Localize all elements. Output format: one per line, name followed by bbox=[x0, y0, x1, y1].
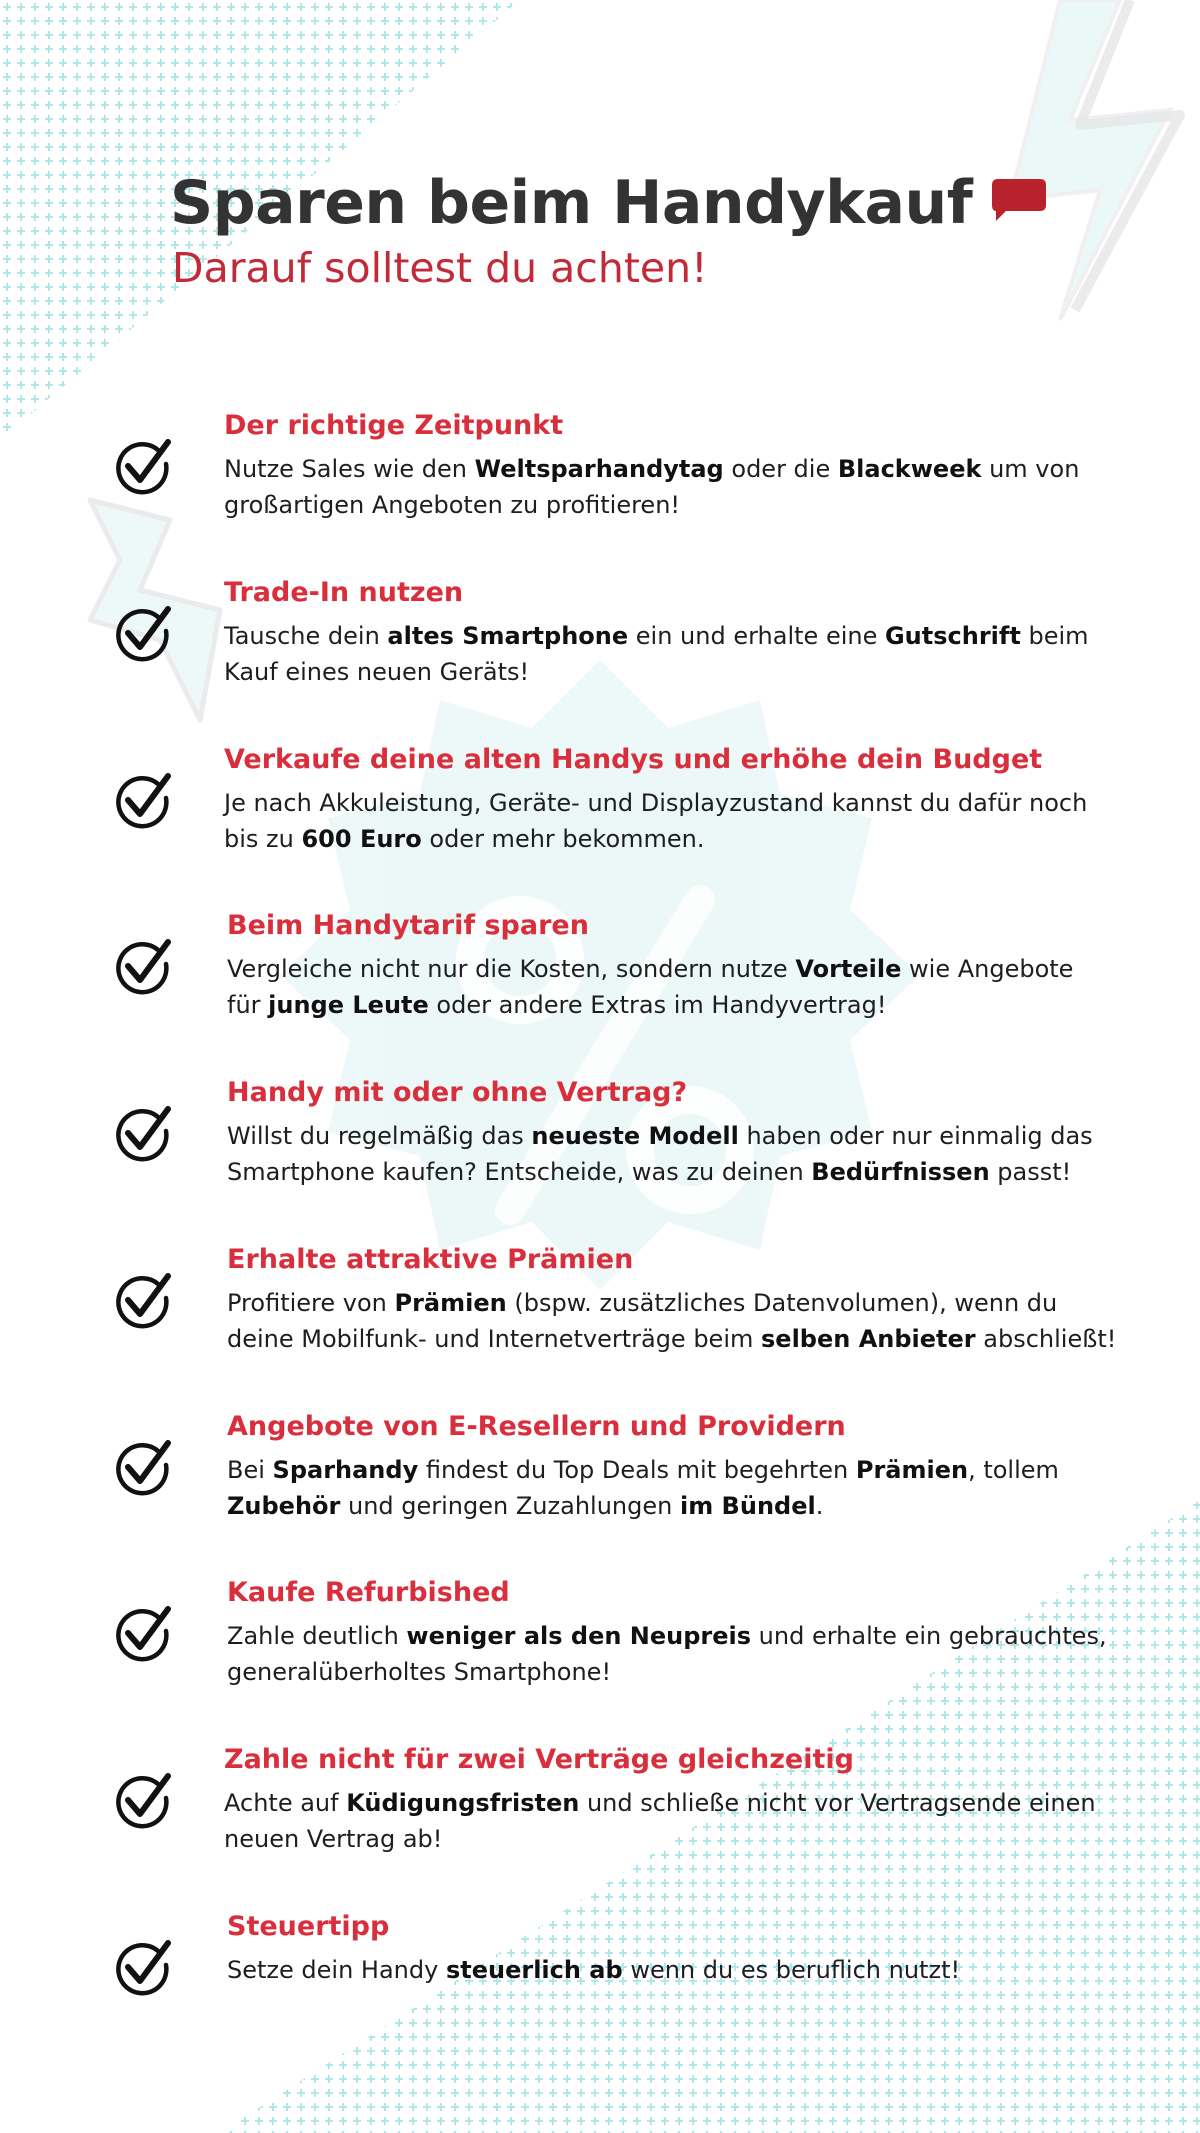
tip-text-segment: Bei bbox=[227, 1456, 273, 1484]
tip-item bbox=[0, 410, 1200, 540]
tip-text bbox=[227, 1577, 1200, 1690]
tip-emphasis: Gutschrift bbox=[884, 622, 1021, 650]
tip-emphasis: Sparhandy bbox=[272, 1456, 419, 1484]
tip-text-segment: abschließt! bbox=[975, 1325, 1117, 1353]
checkmark-circle-icon bbox=[114, 1605, 174, 1665]
tip-text-segment: Vergleiche nicht nur die Kosten, sondern nutze bbox=[227, 955, 796, 983]
tip-emphasis: neueste Modell bbox=[531, 1122, 739, 1150]
tip-description bbox=[227, 951, 1200, 1023]
tip-text-segment: haben oder nur einmalig das bbox=[738, 1122, 1093, 1150]
tip-emphasis: Bedürfnissen bbox=[811, 1158, 990, 1186]
tip-emphasis: weniger als den Neupreis bbox=[406, 1622, 752, 1650]
tip-item bbox=[0, 1077, 1200, 1207]
tip-text-segment: Tausche dein bbox=[224, 622, 388, 650]
tip-description bbox=[227, 1452, 1200, 1524]
tip-heading: Kaufe Refurbished bbox=[227, 1577, 510, 1608]
tip-text-segment: Profitiere von bbox=[227, 1289, 395, 1317]
tip-item bbox=[0, 744, 1200, 874]
tip-heading: Erhalte attraktive Prämien bbox=[227, 1244, 634, 1275]
tip-description bbox=[224, 785, 1200, 857]
tip-heading: Zahle nicht für zwei Verträge gleichzeitig bbox=[224, 1744, 854, 1775]
tip-text-segment: Nutze Sales wie den bbox=[224, 455, 475, 483]
tip-text-segment: neuen Vertrag ab! bbox=[224, 1825, 443, 1853]
tip-text-segment: , tollem bbox=[968, 1456, 1059, 1484]
tip-text-segment: Achte auf bbox=[224, 1789, 347, 1817]
tip-text-segment: Je nach Akkuleistung, Geräte- und Displayzustand kannst du dafür noch bbox=[224, 789, 1088, 817]
tip-text-segment: Willst du regelmäßig das bbox=[227, 1122, 532, 1150]
checkmark-circle-icon bbox=[114, 1772, 174, 1832]
tip-description bbox=[227, 1118, 1200, 1190]
checkmark-circle-icon bbox=[114, 1272, 174, 1332]
tip-heading: Trade-In nutzen bbox=[224, 577, 464, 608]
tip-emphasis: Prämien bbox=[855, 1456, 969, 1484]
tip-text-segment: (bspw. zusätzliches Datenvolumen), wenn du bbox=[506, 1289, 1058, 1317]
checkmark-circle-icon bbox=[114, 1105, 174, 1165]
tip-heading: Der richtige Zeitpunkt bbox=[224, 410, 564, 441]
tip-description bbox=[227, 1285, 1200, 1357]
tip-emphasis: steuerlich ab bbox=[445, 1956, 623, 1984]
tip-text-segment: beim bbox=[1020, 622, 1089, 650]
tip-heading: Angebote von E-Resellern und Providern bbox=[227, 1411, 846, 1442]
tip-text-segment: bis zu bbox=[224, 825, 302, 853]
tip-text bbox=[224, 410, 1200, 523]
tip-emphasis: Zubehör bbox=[227, 1492, 341, 1520]
tip-emphasis: Küdigungsfristen bbox=[346, 1789, 580, 1817]
checkmark-circle-icon bbox=[114, 605, 174, 665]
tip-description bbox=[224, 1785, 1200, 1857]
tip-text-segment: und geringen Zuzahlungen bbox=[340, 1492, 680, 1520]
checkmark-circle-icon bbox=[114, 1439, 174, 1499]
tip-item bbox=[0, 1244, 1200, 1374]
tip-text-segment: Smartphone kaufen? Entscheide, was zu deinen bbox=[227, 1158, 812, 1186]
tip-text bbox=[224, 744, 1200, 857]
tip-text bbox=[224, 577, 1200, 690]
tip-heading: Verkaufe deine alten Handys und erhöhe dein Budget bbox=[224, 744, 1043, 775]
tip-heading: Beim Handytarif sparen bbox=[227, 910, 589, 941]
tip-item bbox=[0, 1411, 1200, 1541]
tip-text bbox=[224, 1744, 1200, 1857]
tip-text-segment: Setze dein Handy bbox=[227, 1956, 446, 1984]
tip-text bbox=[227, 1077, 1200, 1190]
checkmark-circle-icon bbox=[114, 938, 174, 998]
checkmark-circle-icon bbox=[114, 438, 174, 498]
tip-description bbox=[227, 1952, 1200, 1988]
tip-text-segment: und erhalte ein gebrauchtes, bbox=[751, 1622, 1107, 1650]
tip-text-segment: oder mehr bekommen. bbox=[421, 825, 705, 853]
tip-text-segment: . bbox=[815, 1492, 824, 1520]
tip-item bbox=[0, 910, 1200, 1040]
tip-text-segment: um von bbox=[981, 455, 1080, 483]
tip-text-segment: Kauf eines neuen Geräts! bbox=[224, 658, 530, 686]
tip-text-segment: passt! bbox=[989, 1158, 1072, 1186]
tip-emphasis: Vorteile bbox=[795, 955, 902, 983]
tip-text-segment: wie Angebote bbox=[901, 955, 1074, 983]
tip-text-segment: generalüberholtes Smartphone! bbox=[227, 1658, 612, 1686]
tip-item bbox=[0, 577, 1200, 707]
tip-item bbox=[0, 1744, 1200, 1874]
tip-text-segment: Zahle deutlich bbox=[227, 1622, 407, 1650]
page-subtitle: Darauf solltest du achten! bbox=[172, 244, 708, 292]
tip-text bbox=[227, 910, 1200, 1023]
tip-text-segment: und schließe nicht vor Vertragsende einen bbox=[579, 1789, 1096, 1817]
tip-text-segment: ein und erhalte eine bbox=[628, 622, 885, 650]
tip-text bbox=[227, 1911, 1200, 1988]
tip-emphasis: im Bündel bbox=[679, 1492, 816, 1520]
tip-emphasis: Blackweek bbox=[837, 455, 982, 483]
tip-heading: Handy mit oder ohne Vertrag? bbox=[227, 1077, 688, 1108]
checkmark-circle-icon bbox=[114, 1939, 174, 1999]
tip-emphasis: Prämien bbox=[394, 1289, 507, 1317]
tip-emphasis: 600 Euro bbox=[301, 825, 422, 853]
tip-description bbox=[227, 1618, 1200, 1690]
tip-text-segment: deine Mobilfunk- und Internetverträge beim bbox=[227, 1325, 761, 1353]
tip-text bbox=[227, 1244, 1200, 1357]
tip-item bbox=[0, 1911, 1200, 2041]
tip-text-segment: für bbox=[227, 991, 269, 1019]
tip-text-segment: oder andere Extras im Handyvertrag! bbox=[428, 991, 887, 1019]
tip-description bbox=[224, 618, 1200, 690]
tip-text-segment: wenn du es beruflich nutzt! bbox=[622, 1956, 961, 1984]
tip-emphasis: selben Anbieter bbox=[761, 1325, 976, 1353]
tip-text-segment: großartigen Angeboten zu profitieren! bbox=[224, 491, 681, 519]
tip-emphasis: junge Leute bbox=[268, 991, 429, 1019]
tip-text bbox=[227, 1411, 1200, 1524]
tip-text-segment: oder die bbox=[723, 455, 838, 483]
tip-emphasis: Weltsparhandytag bbox=[474, 455, 724, 483]
page-title bbox=[170, 168, 1048, 238]
speech-bubble-icon bbox=[990, 168, 1048, 238]
checkmark-circle-icon bbox=[114, 772, 174, 832]
tip-emphasis: altes Smartphone bbox=[387, 622, 629, 650]
tip-text-segment: findest du Top Deals mit begehrten bbox=[418, 1456, 856, 1484]
title-text: Sparen beim Handykauf bbox=[170, 168, 973, 238]
header bbox=[170, 168, 1048, 292]
tip-item bbox=[0, 1577, 1200, 1707]
tip-heading: Steuertipp bbox=[227, 1911, 390, 1942]
tip-description bbox=[224, 451, 1200, 523]
